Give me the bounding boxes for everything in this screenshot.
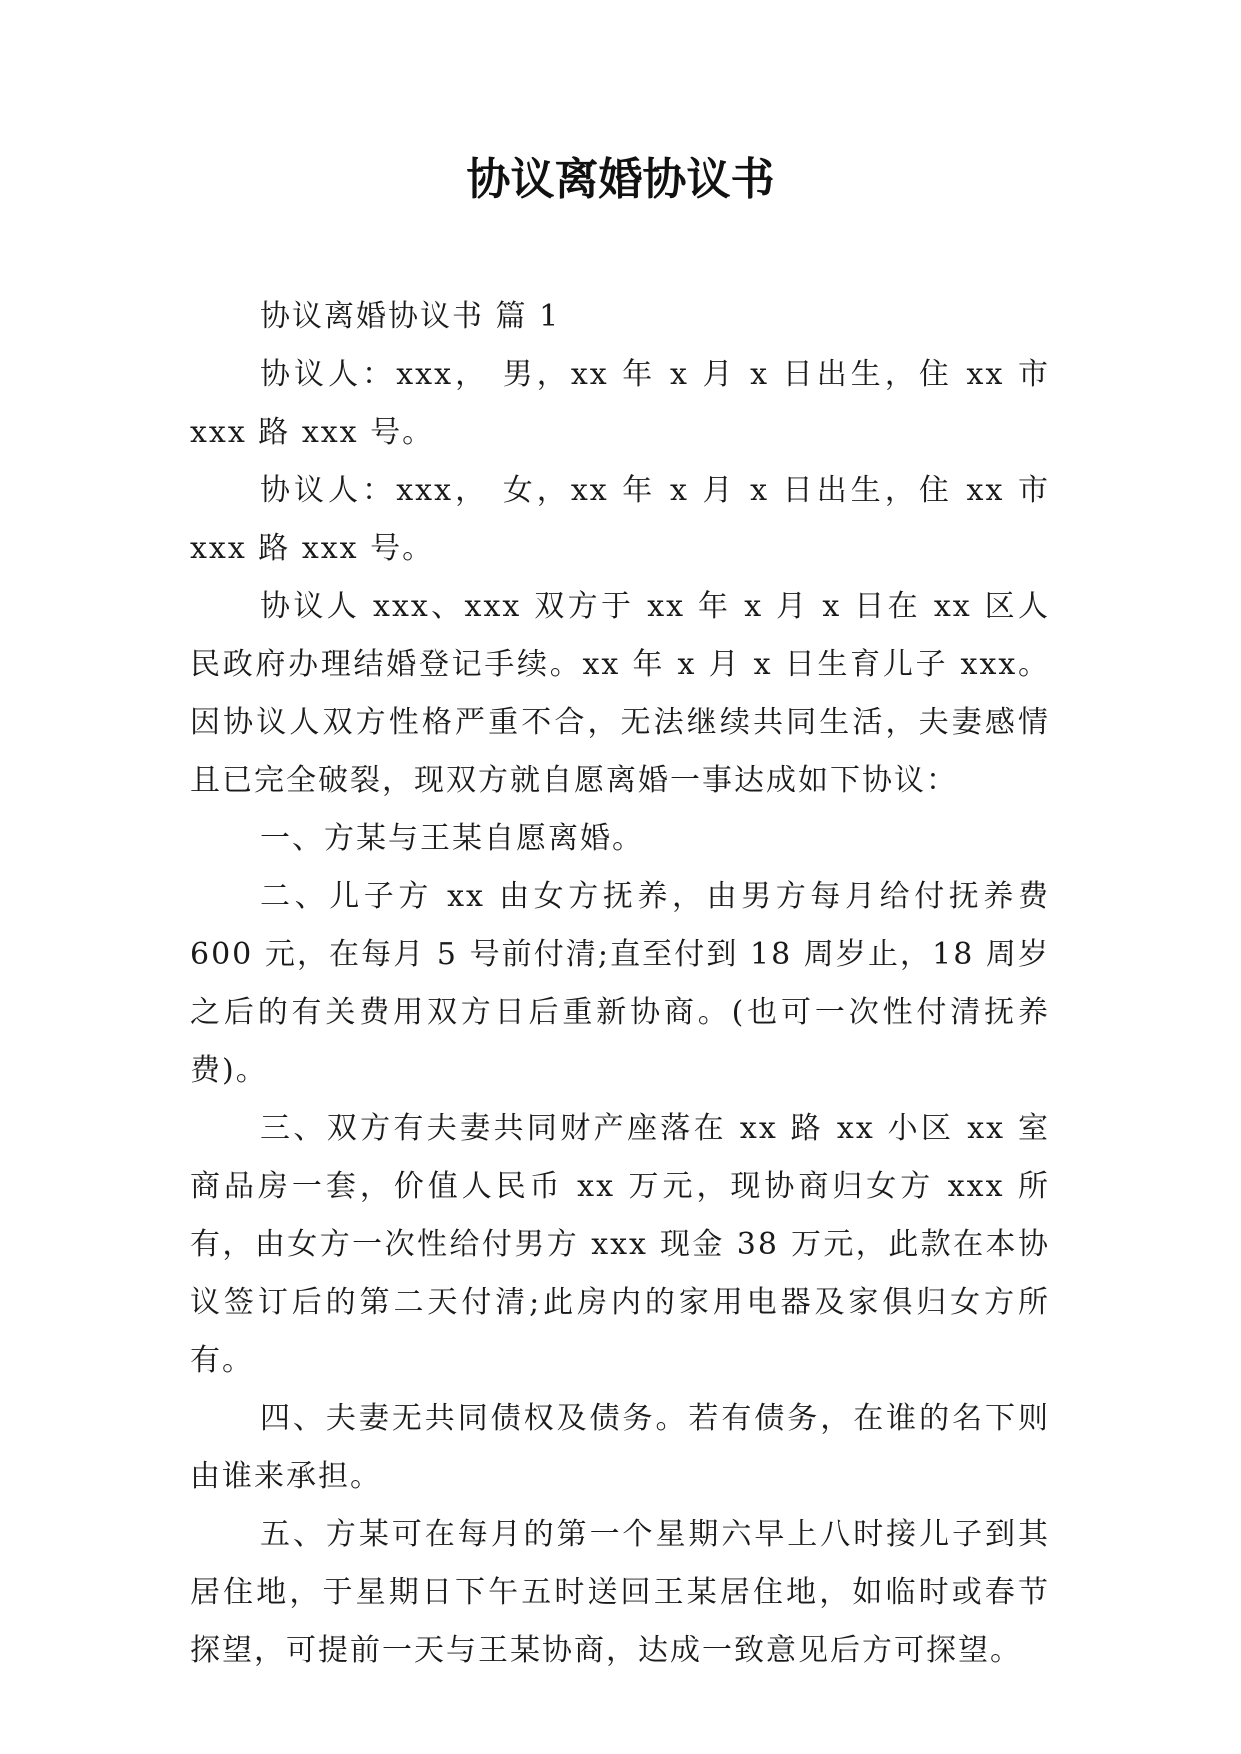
party-male: 协议人：xxx， 男，xx 年 x 月 x 日出生，住 xx 市 xxx 路 xxx 号。 bbox=[190, 357, 1050, 450]
party-female: 协议人：xxx， 女，xx 年 x 月 x 日出生，住 xx 市 xxx 路 xxx 号。 bbox=[190, 473, 1050, 566]
clause-3: 三、双方有夫妻共同财产座落在 xx 路 xx 小区 xx 室商品房一套，价值人民币 xx 万元，现协商归女方 xxx 所有，由女方一次性给付男方 xxx 现金 38 万元，此款在本协议签订后的第二天付清;此房内的家用电器及家俱归女方所有。 bbox=[190, 1111, 1050, 1378]
clause-5: 五、方某可在每月的第一个星期六早上八时接儿子到其居住地，于星期日下午五时送回王某居住地，如临时或春节探望，可提前一天与王某协商，达成一致意见后方可探望。 bbox=[190, 1517, 1050, 1668]
clause-2: 二、儿子方 xx 由女方抚养，由男方每月给付抚养费 600 元，在每月 5 号前付清;直至付到 18 周岁止，18 周岁之后的有关费用双方日后重新协商。(也可一次性付清抚养费)。 bbox=[190, 879, 1050, 1088]
clause-1: 一、方某与王某自愿离婚。 bbox=[260, 821, 644, 856]
section-heading: 协议离婚协议书 篇 1 bbox=[260, 299, 561, 334]
document-body bbox=[190, 288, 1050, 1680]
document-title: 协议离婚协议书 bbox=[466, 154, 775, 205]
preamble-paragraph: 协议人 xxx、xxx 双方于 xx 年 x 月 x 日在 xx 区人民政府办理结婚登记手续。xx 年 x 月 x 日生育儿子 xxx。因协议人双方性格严重不合，无法继续共同生活，夫妻感情且已完全破裂，现双方就自愿离婚一事达成如下协议： bbox=[190, 589, 1050, 798]
clause-4: 四、夫妻无共同债权及债务。若有债务，在谁的名下则由谁来承担。 bbox=[190, 1401, 1050, 1494]
